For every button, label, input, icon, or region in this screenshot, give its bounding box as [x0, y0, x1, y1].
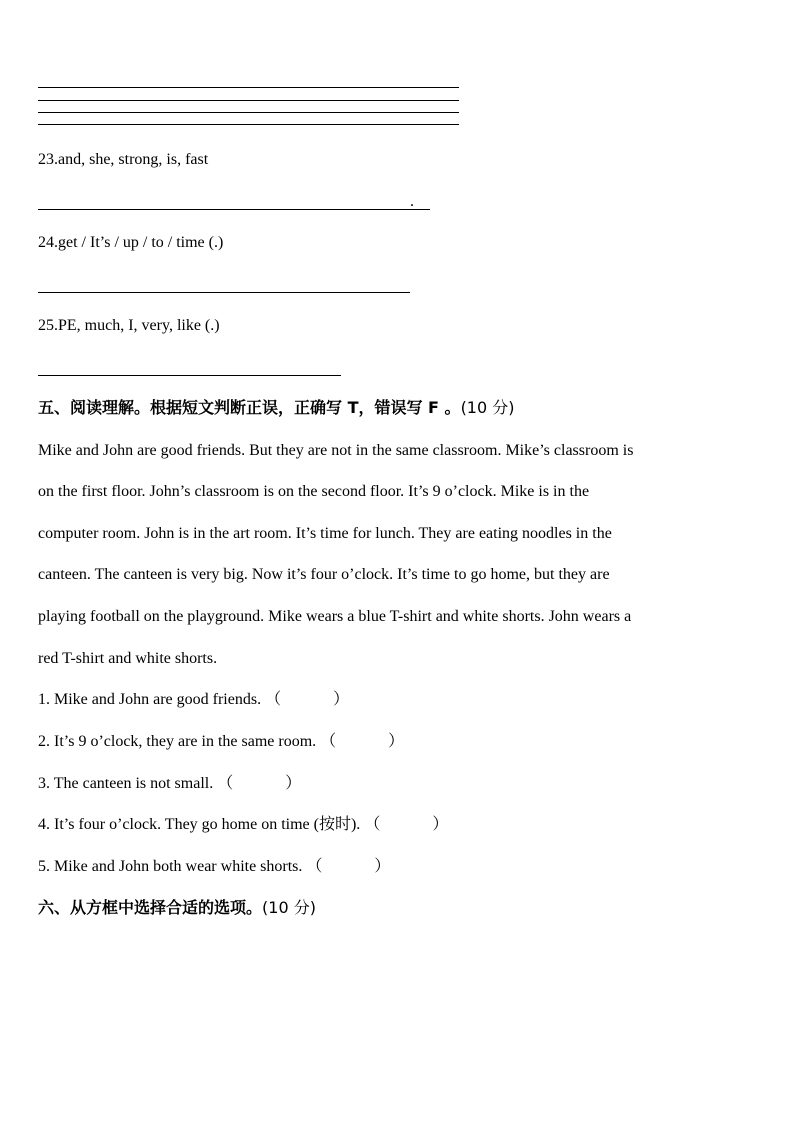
section-6-score: (10 分)	[262, 898, 316, 917]
tf-question-text: 1. Mike and John are good friends.	[38, 691, 262, 708]
passage-line: computer room. John is in the art room. It’s time for lunch. They are eating noodles in the	[38, 525, 612, 542]
answer-line	[38, 124, 459, 125]
tf-question-5	[38, 857, 390, 877]
question-24: 24.get / It’s / up / to / time (.)	[38, 234, 224, 251]
answer-line	[38, 112, 459, 113]
passage-line: canteen. The canteen is very big. Now it’s four o’clock. It’s time to go home, but they are	[38, 566, 610, 583]
question-23-answer-line[interactable]	[38, 209, 430, 210]
section-5-title-text: 五、阅读理解。根据短文判断正误，正确写 T，错误写 F 。	[38, 398, 461, 417]
tf-answer-blank[interactable]: （ ）	[320, 733, 405, 750]
tf-answer-blank[interactable]: （ ）	[364, 816, 449, 833]
question-25-answer-line[interactable]	[38, 375, 341, 376]
tf-answer-blank[interactable]: （ ）	[306, 858, 391, 875]
section-6-title-text: 六、从方框中选择合适的选项。	[38, 898, 263, 917]
section-5-score: (10 分)	[460, 398, 515, 417]
section-5-title	[38, 398, 515, 418]
tf-question-text: 2. It’s 9 o’clock, they are in the same room.	[38, 733, 317, 750]
tf-question-text: 4. It’s four o’clock. They go home on time (按时).	[38, 816, 361, 833]
passage-line: playing football on the playground. Mike wears a blue T-shirt and white shorts. John wears a	[38, 608, 632, 625]
tf-answer-blank[interactable]: （ ）	[217, 775, 302, 792]
question-23: 23.and, she, strong, is, fast	[38, 151, 209, 168]
tf-answer-blank[interactable]: （ ）	[265, 691, 350, 708]
tf-question-4	[38, 815, 448, 835]
answer-line	[38, 87, 459, 88]
tf-question-3	[38, 774, 301, 794]
question-23-period: .	[410, 193, 414, 210]
passage-line: on the first floor. John’s classroom is on the second floor. It’s 9 o’clock. Mike is in the	[38, 483, 590, 500]
section-6-title	[38, 898, 316, 918]
question-25: 25.PE, much, I, very, like (.)	[38, 317, 220, 334]
passage-line: red T-shirt and white shorts.	[38, 650, 218, 667]
question-24-answer-line[interactable]	[38, 292, 410, 293]
tf-question-1	[38, 690, 349, 710]
passage-line: Mike and John are good friends. But they are not in the same classroom. Mike’s classroom is	[38, 442, 634, 459]
tf-question-2	[38, 732, 404, 752]
answer-line	[38, 100, 459, 101]
tf-question-text: 5. Mike and John both wear white shorts.	[38, 858, 303, 875]
tf-question-text: 3. The canteen is not small.	[38, 775, 214, 792]
